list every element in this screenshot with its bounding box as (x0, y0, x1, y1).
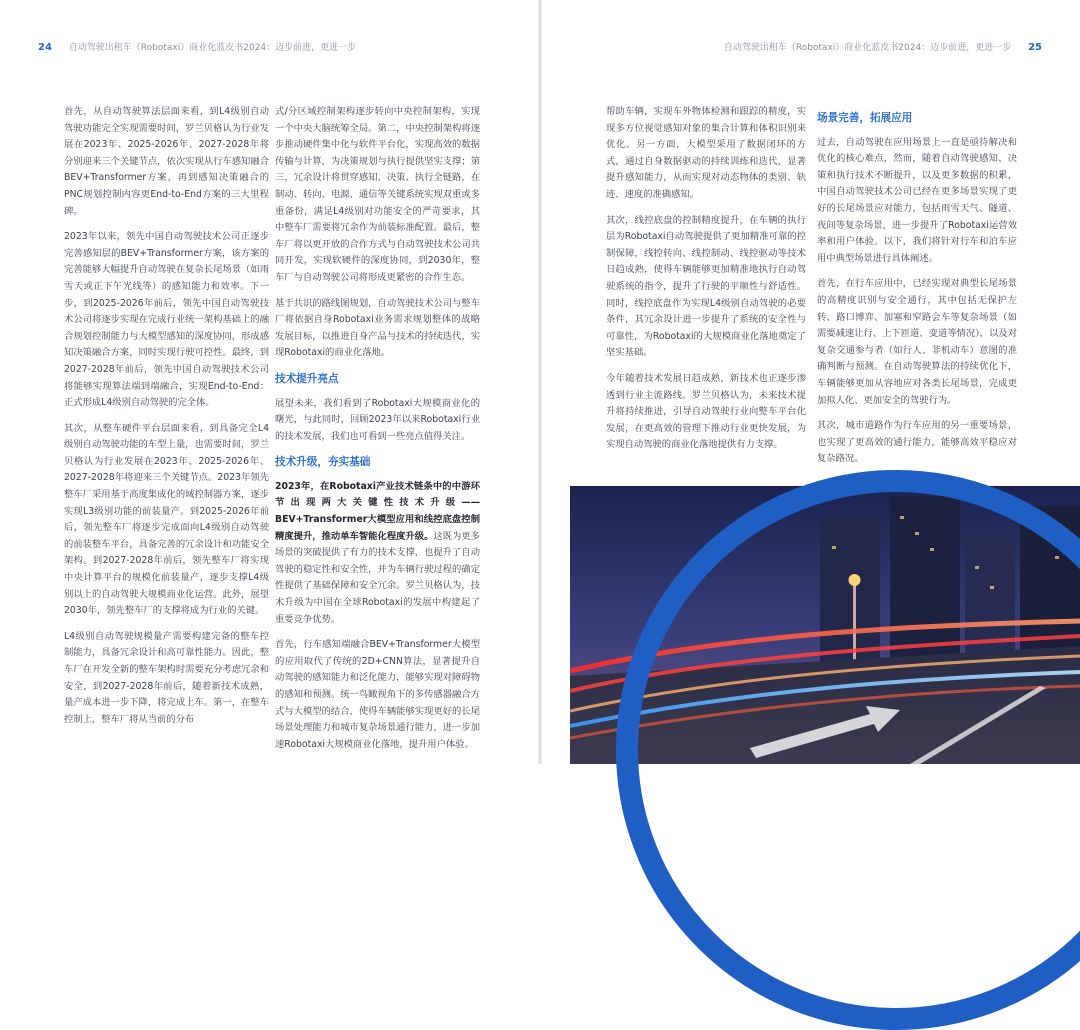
paragraph: L4级别自动驾驶规模量产需要构建完备的整车控制能力，具备冗余设计和高可靠性能力。因此，整车厂在开发全新的整车架构时需要充分考虑冗余和安全，到2027-2028年前后，随着新技术成熟，量产成本进一步下降，将完成上车。第一，在整车控制上，整车厂将从当前的分布 (64, 630, 269, 725)
paragraph: 其次，城市道路作为行车应用的另一重要场景，也实现了更高效的通行能力，能够高效平稳应对复杂路况。 (817, 420, 1017, 465)
left-page-column-2 (275, 104, 480, 762)
right-page-column-1 (606, 104, 806, 463)
section-heading-tech-highlights: 技术提升亮点 (275, 372, 339, 385)
paragraph: 基于共识的路线图规划，自动驾驶技术公司与整车厂将依据自身Robotaxi业务需求规划整体的战略发展目标，以推进自身产品与技术的持续迭代，实现Robotaxi的商业化落地。 (275, 297, 480, 359)
left-page-number: 24 (38, 42, 52, 53)
paragraph: 式/分区域控制架构逐步转向中央控制架构，实现一个中央大脑统筹全局。第二，中央控制架构将逐步推动硬件集中化与软件平台化，实现高效的数据传输与计算，为决策规划与执行提供坚实支撑；第三，冗余设计将贯穿感知、决策、执行全链路，在制动、转向、电源、通信等关键系统实现双重或多重备份，满足L4级别对功能安全的严苛要求，其中整车厂需要将冗余作为前装标准配置。最后，整车厂将以更开放的合作方式与自动驾驶技术公司共同开发，实现软硬件的深度协同，到2030年，整车厂与自动驾驶公司将形成更紧密的合作生态。 (275, 106, 480, 283)
section-heading-tech-upgrade: 技术升级，夯实基础 (275, 456, 371, 469)
section-heading-scenarios: 场景完善，拓展应用 (817, 112, 913, 124)
paragraph: 今年随着技术发展日趋成熟，新技术也正逐步渗透到行业主流路线。罗兰贝格认为，未来技术提升将持续推进，引导自动驾驶行业向整车平台化发展，在更高效的管理下推动行业更快发展，为实现自动驾驶的商业化落地提供有力支撑。 (606, 372, 806, 451)
right-page-column-2 (817, 104, 1017, 477)
paragraph-with-lead (275, 479, 480, 628)
right-running-title: 自动驾驶出租车（Robotaxi）商业化蓝皮书2024：迈步前进，更进一步 (723, 43, 1012, 53)
right-page-header (724, 40, 1042, 53)
right-page-number: 25 (1028, 42, 1042, 53)
paragraph-text: 这既为更多场景的突破提供了有力的技术支撑，也提升了自动驾驶的稳定性和安全性，并为车辆行驶过程的确定性提供了基础保障和安全冗余。罗兰贝格认为，技术升级为中国在全球Robotaxi的发展中构建起了重要竞争优势。 (275, 530, 480, 625)
left-page-column-1 (64, 104, 269, 737)
paragraph: 2023年以来，领先中国自动驾驶技术公司正逐步完善感知层的BEV+Transformer方案，该方案的完善能够大幅提升自动驾驶在复杂长尾场景（如雨雪天或正下午光线等）的感知能力和效率。下一步，到2025-2026年前后，领先中国自动驾驶技术公司将逐步实现在完成行业统一架构基础上的融合规划控制能力与大模型感知的深度协同，形成感知决策融合方案，同时实现行驶可控性。最终，到2027-2028年前后，领先中国自动驾驶技术公司将能够实现算法端到端融合，实现End-to-End：正式形成L4级别自动驾驶的完全体。 (64, 231, 269, 409)
paragraph: 首先，在行车应用中，已经实现对典型长尾场景的高精度识别与安全通行，其中包括无保护左转、路口博弈、加塞和窄路会车等复杂场景（如需要减速让行、上下匝道、变道等情况），以及对复杂交通参与者（如行人、非机动车）意图的准确判断与预测。在自动驾驶算法的持续优化下，车辆能够更加从容地应对各类长尾场景，完成更加拟人化、更加安全的驾驶行为。 (817, 278, 1017, 406)
paragraph: 首先，行车感知端融合BEV+Transformer大模型的应用取代了传统的2D+CNN算法，显著提升自动驾驶的感知能力和泛化能力，能够实现对障碍物的感知和预测。统一鸟瞰视角下的多传感器融合方式与大模型的结合，使得车辆能够实现更好的长尾场景处理能力和城市复杂场景通行能力，进一步加速Robotaxi大规模商业化落地，提升用户体验。 (275, 639, 480, 750)
page-gutter (538, 0, 542, 764)
left-page-header (38, 40, 356, 53)
paragraph: 其次，从整车硬件平台层面来看，到具备完全L4级别自动驾驶功能的车型上量，也需要时间，罗兰贝格认为行业发展在2023年、2025-2026年、2027-2028年将迎来三个关键节点。2023年领先整车厂采用基于高度集成化的域控制器方案，逐步实现L3级别功能的前装量产。到2025-2026年前后，领先整车厂将逐步完成面向L4级别自动驾驶的前装整车平台，具备完善的冗余设计和功能安全架构。到2027-2028年前后，领先整车厂将实现中央计算平台的规模化前装量产，逐步支撑L4级别以上的自动驾驶大规模商业化运营。此外，展望2030年，领先整车厂的支撑将成为行业的关键。 (64, 422, 269, 617)
bold-lead-text: 2023年，在Robotaxi产业技术链条中的中游环节出现两大关键性技术升级——BEV+Transformer大模型应用和线控底盘控制精度提升，推动单车智能化程度升级。 (275, 480, 480, 542)
paragraph: 过去，自动驾驶在应用场景上一直是亟待解决和优化的核心难点，然而，随着自动驾驶感知、决策和执行技术不断提升，以及更多数据的积累，中国自动驾驶技术公司已经在更多场景实现了更好的长尾场景应对能力，包括雨雪天气、隧道、夜间等复杂场景，进一步提升了Robotaxi运营效率和用户体验。以下，我们将针对行车和泊车应用中典型场景进行具体阐述。 (817, 136, 1017, 264)
paragraph: 帮助车辆，实现车外物体检测和跟踪的精度，实现多方位视觉感知对象的集合计算和体积识别来优化。另一方面，大模型采用了数据闭环的方式，通过自身数据驱动的持续训练和迭代，显著提升感知能力，从而实现对动态物体的类别、轨迹、速度的准确感知。 (606, 106, 806, 200)
paragraph: 其次，线控底盘的控制精度提升，在车辆的执行层为Robotaxi自动驾驶提供了更加精准可靠的控制保障，线控转向、线控制动、线控驱动等技术日趋成熟，使得车辆能够更加精准地执行自动驾驶系统的指令，提升了行驶的平顺性与舒适性。同时，线控底盘作为实现L4级别自动驾驶的必要条件，其冗余设计进一步提升了系统的安全性与可靠性，为Robotaxi的大规模商业化落地奠定了坚实基础。 (606, 214, 806, 359)
paragraph: 首先，从自动驾驶算法层面来看，到L4级别自动驾驶功能完全实现需要时间，罗兰贝格认为行业发展在2023年、2025-2026年、2027-2028年将分别迎来三个关键节点，依次实现从行车感知融合BEV+Transformer方案，再到感知决策融合的PNC规划控制内容更End-to-End方案的三大里程碑。 (64, 106, 269, 217)
left-running-title: 自动驾驶出租车（Robotaxi）商业化蓝皮书2024：迈步前进，更进一步 (68, 43, 357, 53)
paragraph: 展望未来，我们看到了Robotaxi大规模商业化的曙光，与此同时，回顾2023年以来Robotaxi行业的技术发展，我们也可看到一些亮点值得关注。 (275, 397, 480, 442)
